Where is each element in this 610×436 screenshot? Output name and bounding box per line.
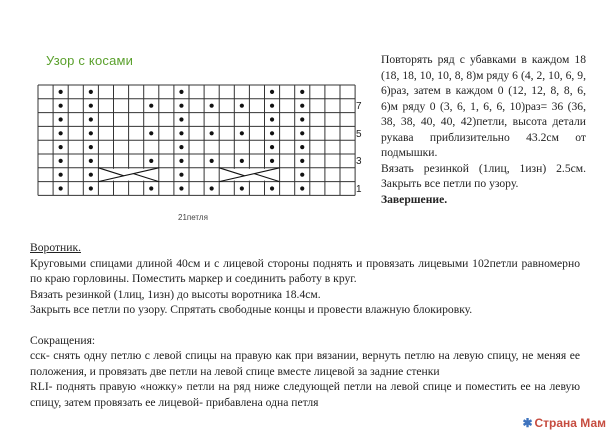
purl-dot (300, 173, 304, 177)
purl-dot (300, 90, 304, 94)
purl-dot (240, 159, 244, 163)
section-heading: Завершение. (381, 192, 448, 206)
paragraph: сск- снять одну петлю с левой спицы на правую как при вязании, вернуть петлю на левую спицу, не меняя ее положения, и провязать две петли на левой спице вместе лицевой за задние стенки (30, 349, 580, 378)
purl-dot (59, 117, 63, 121)
purl-dot (179, 145, 183, 149)
purl-dot (210, 186, 214, 190)
purl-dot (89, 145, 93, 149)
purl-dot (270, 90, 274, 94)
purl-dot (300, 131, 304, 135)
purl-dot (210, 159, 214, 163)
purl-dot (300, 104, 304, 108)
knitting-chart (37, 84, 357, 204)
purl-dot (179, 186, 183, 190)
paragraph: Вязать резинкой (1лиц, 1изн) 2.5см. Закрыть все петли по узору. (381, 161, 586, 190)
logo-text: Страна Мам (534, 416, 606, 430)
purl-dot (240, 186, 244, 190)
paragraph: Круговыми спицами длиной 40см и с лицевой стороны поднять и провязать лицевыми 102петли равномерно по краю горловины. Поместить маркер и соединить работу в круг. (30, 256, 580, 285)
purl-dot (179, 131, 183, 135)
purl-dot (270, 159, 274, 163)
star-icon: ✱ (522, 416, 533, 430)
purl-dot (179, 117, 183, 121)
purl-dot (300, 145, 304, 149)
purl-dot (240, 131, 244, 135)
purl-dot (59, 173, 63, 177)
purl-dot (179, 90, 183, 94)
purl-dot (89, 186, 93, 190)
purl-dot (300, 117, 304, 121)
purl-dot (179, 159, 183, 163)
paragraph: Вязать резинкой (1лиц, 1изн) до высоты воротника 18.4см. (30, 287, 321, 301)
purl-dot (149, 104, 153, 108)
purl-dot (59, 90, 63, 94)
site-logo (522, 416, 606, 430)
purl-dot (270, 117, 274, 121)
purl-dot (270, 186, 274, 190)
purl-dot (89, 159, 93, 163)
row-number: 3 (356, 156, 362, 167)
purl-dot (240, 104, 244, 108)
row-number: 5 (356, 129, 362, 140)
purl-dot (59, 131, 63, 135)
purl-dot (270, 131, 274, 135)
purl-dot (89, 117, 93, 121)
purl-dot (59, 145, 63, 149)
purl-dot (89, 104, 93, 108)
purl-dot (59, 159, 63, 163)
row-number: 7 (356, 101, 362, 112)
stitch-count-caption: 21петля (178, 213, 208, 222)
section-heading: Сокращения: (30, 333, 96, 347)
purl-dot (210, 104, 214, 108)
purl-dot (59, 104, 63, 108)
paragraph: Закрыть все петли по узору. Спрятать свободные концы и провести влажную блокировку. (30, 303, 473, 316)
purl-dot (270, 104, 274, 108)
instructions-main (30, 240, 580, 410)
purl-dot (59, 186, 63, 190)
row-number: 1 (356, 184, 362, 195)
section-heading: Воротник. (30, 241, 81, 254)
purl-dot (89, 90, 93, 94)
instructions-right-column (381, 52, 586, 207)
purl-dot (179, 173, 183, 177)
purl-dot (300, 159, 304, 163)
purl-dot (270, 145, 274, 149)
purl-dot (179, 104, 183, 108)
chart-title: Узор с косами (46, 53, 134, 68)
purl-dot (300, 186, 304, 190)
purl-dot (149, 186, 153, 190)
purl-dot (149, 159, 153, 163)
purl-dot (149, 131, 153, 135)
purl-dot (89, 131, 93, 135)
purl-dot (210, 131, 214, 135)
paragraph: Повторять ряд с убавками в каждом 18 (18, 18, 10, 10, 8, 8)м ряду 6 (4, 2, 10, 6, 9, 6)раз, затем в каждом 0 (12, 12, 8, 8, 6, 6)м ряду 0 (3, 6, 1, 6, 6, 10)раз= 36 (36, 38, 38, 40, 40, 42)петли, высота детали рукава приблизительно 43.2см от подмышки. (381, 53, 586, 159)
paragraph: RLI- поднять правую «ножку» петли на ряд ниже следующей петли на левой спице и поместить ее на левую спицу, затем провязать ее лицевой- прибавлена одна петля (30, 380, 580, 409)
purl-dot (89, 173, 93, 177)
